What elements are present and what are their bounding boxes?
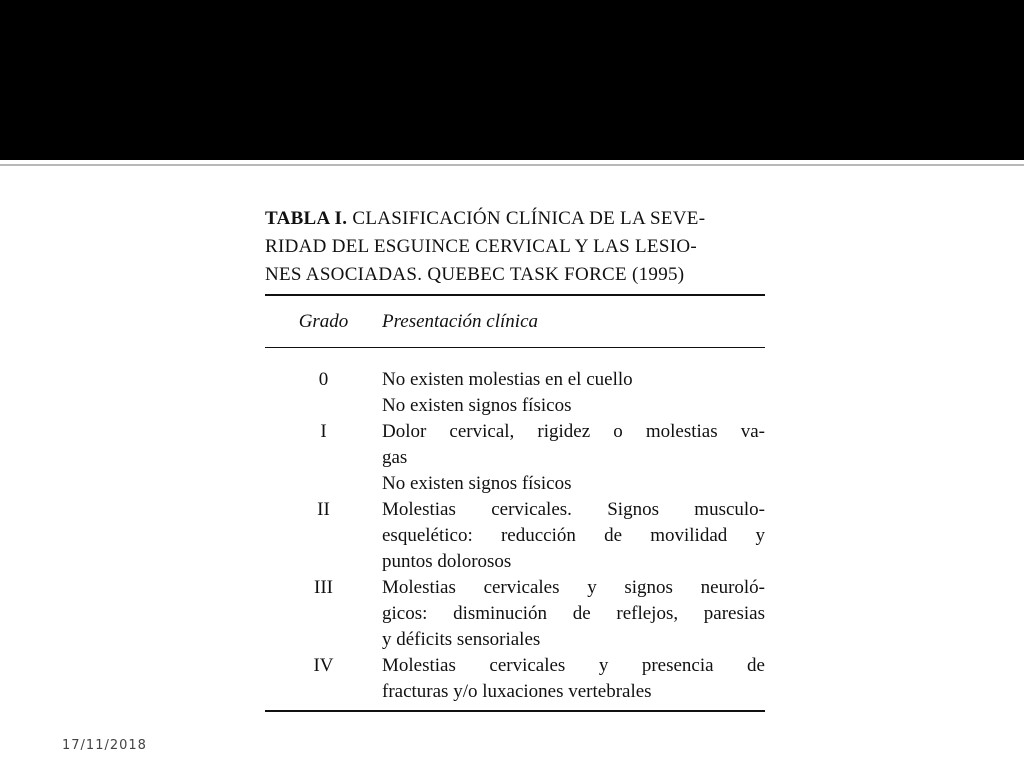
table-header-row	[265, 296, 765, 347]
grado-cell: II	[317, 499, 330, 520]
presentacion-line: Molestias cervicales y signos neuroló-	[382, 577, 765, 598]
presentacion-line: y déficits sensoriales	[382, 629, 541, 650]
header-grado: Grado	[298, 310, 349, 332]
presentacion-cell	[382, 497, 765, 575]
table-caption	[265, 205, 765, 289]
presentacion-line: fracturas y/o luxaciones vertebrales	[382, 681, 652, 702]
presentacion-line: No existen signos físicos	[382, 473, 572, 494]
grado-cell: I	[320, 421, 327, 442]
presentacion-line: esquelético: reducción de movilidad y	[382, 525, 765, 546]
table-caption-line: CLASIFICACIÓN CLÍNICA DE LA SEVE-	[352, 208, 706, 229]
table-bottom-rule	[265, 710, 765, 712]
presentacion-cell	[382, 367, 765, 419]
table-caption-label: TABLA I.	[265, 208, 348, 229]
table-row	[265, 497, 765, 575]
classification-table	[265, 205, 765, 712]
presentacion-line: Molestias cervicales. Signos musculo-	[382, 499, 765, 520]
presentacion-line: Molestias cervicales y presencia de	[382, 655, 765, 676]
title-bar-background	[0, 0, 1024, 160]
grado-cell: IV	[313, 655, 334, 676]
table-row	[265, 575, 765, 653]
presentacion-line: gicos: disminución de reflejos, paresias	[382, 603, 765, 624]
header-presentacion: Presentación clínica	[382, 310, 538, 332]
table-row	[265, 653, 765, 705]
presentacion-cell	[382, 575, 765, 653]
table-body	[265, 348, 765, 710]
table-caption-line: NES ASOCIADAS. QUEBEC TASK FORCE (1995)	[265, 264, 685, 285]
presentacion-cell	[382, 419, 765, 497]
table-row	[265, 419, 765, 497]
presentacion-line: puntos dolorosos	[382, 551, 512, 572]
header-divider	[0, 164, 1024, 166]
grado-cell: 0	[318, 369, 329, 390]
table-row	[265, 367, 765, 419]
presentacion-cell	[382, 653, 765, 705]
presentacion-line: No existen molestias en el cuello	[382, 369, 633, 390]
table-caption-line: RIDAD DEL ESGUINCE CERVICAL Y LAS LESIO-	[265, 236, 697, 257]
presentacion-line: gas	[382, 447, 408, 468]
grado-cell: III	[314, 577, 333, 598]
slide-date: 17/11/2018	[62, 738, 147, 753]
presentacion-line: Dolor cervical, rigidez o molestias va-	[382, 421, 765, 442]
presentacion-line: No existen signos físicos	[382, 395, 572, 416]
